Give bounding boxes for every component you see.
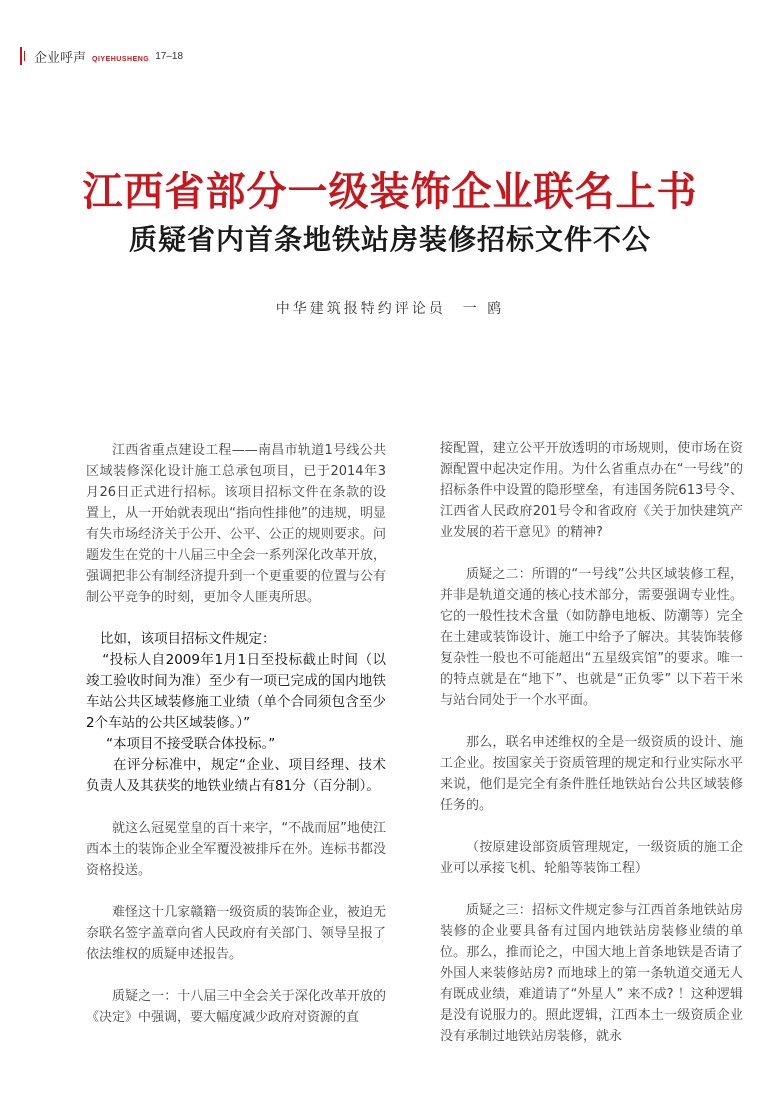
paragraph: 质疑之三：招标文件规定参与江西首条地铁站房装修的企业要具备有过国内地铁站房装修业绩的单位。那么，推而论之，中国大地上首条地铁是否请了外国人来装修站房? 而地球上的第一条轨道交通无人有既成业绩，难道请了“外星人” 来不成? ！这种逻辑是没有说服力的。照此逻辑，江西本土一级资质企业没有承制过地铁站房装修，就永 bbox=[440, 903, 743, 1044]
paragraph: 质疑之一：十八届三中全会关于深化改革开放的《决定》中强调，要大幅度减少政府对资源的直 bbox=[86, 989, 386, 1025]
running-header bbox=[18, 44, 183, 68]
paragraph: 难怪这十几家赣籍一级资质的装饰企业，被迫无奈联名签字盖章向省人民政府有关部门、领导呈报了依法维权的质疑申述报告。 bbox=[86, 905, 386, 962]
header-marker-icon bbox=[18, 47, 28, 65]
tender-requirements bbox=[86, 629, 386, 797]
right-column bbox=[440, 438, 743, 1068]
requirement-quote: “投标人自2009年1月1日至投标截止时间（以竣工验收时间为准）至少有一项已完成的国内地铁车站公共区域装修施工业绩（单个合同须包含至少2个车站的公共区域装修。）” bbox=[86, 652, 386, 731]
paragraph: 接配置，建立公平开放透明的市场规则，使市场在资源配置中起决定作用。为什么省重点办在“一号线”的招标条件中设置的隐形壁垒，有违国务院613号令、江西省人民政府201号令和省政府《关于加快建筑产业发展的若干意见》的精神? bbox=[440, 441, 743, 540]
section-name: 企业呼声 bbox=[34, 50, 87, 66]
page-numbers: 17–18 bbox=[155, 50, 184, 62]
requirement-quote: “本项目不接受联合体投标。” bbox=[106, 736, 276, 752]
paragraph: 江西省重点建设工程——南昌市轨道1号线公共区域装修深化设计施工总承包项目，已于2014年3月26日正式进行招标。该项目招标文件在条款的设置上，从一开始就表现出“指向性排他”的违规，明显有失市场经济关于公开、公平、公正的规则要求。问题发生在党的十八届三中全会一系列深化改革开放，强调把非公有制经济提升到一个更重要的位置与公有制公平竞争的时刻，更加令人匪夷所思。 bbox=[86, 443, 386, 605]
requirements-intro: 比如，该项目招标文件规定： bbox=[100, 631, 276, 647]
paragraph-note: （按原建设部资质管理规定，一级资质的施工企业可以承接飞机、轮船等装饰工程） bbox=[440, 840, 743, 876]
paragraph: 质疑之二：所谓的“一号线”公共区域装修工程，并非是轨道交通的核心技术部分，需要强调专业性。它的一般性技术含量（如防静电地板、防潮等）完全在土建或装饰设计、施工中给予了解决。其装饰装修复杂性一般也不可能超出“五星级宾馆”的要求。唯一的特点就是在“地下”、也就是“正负零” 以下若干米与站台同处于一个水平面。 bbox=[440, 567, 743, 708]
article-subtitle: 质疑省内首条地铁站房装修招标文件不公 bbox=[128, 223, 651, 256]
article-title: 江西省部分一级装饰企业联名上书 bbox=[82, 169, 698, 215]
left-column bbox=[86, 440, 386, 1049]
section-name-latin: QIYEHUSHENG bbox=[92, 55, 150, 63]
scoring-rule: 在评分标准中，规定“企业、项目经理、技术负责人及其获奖的地铁业绩占有81分（百分制）。 bbox=[86, 757, 386, 794]
byline: 中华建筑报特约评论员 一 鸥 bbox=[275, 301, 505, 317]
paragraph: 就这么冠冕堂皇的百十来字，“不战而屈”地使江西本土的装饰企业全军覆没被排斥在外。连标书都没资格投送。 bbox=[86, 821, 386, 878]
paragraph: 那么，联名申述维权的全是一级资质的设计、施工企业。按国家关于资质管理的规定和行业实际水平来说，他们是完全有条件胜任地铁站台公共区域装修任务的。 bbox=[440, 735, 743, 813]
